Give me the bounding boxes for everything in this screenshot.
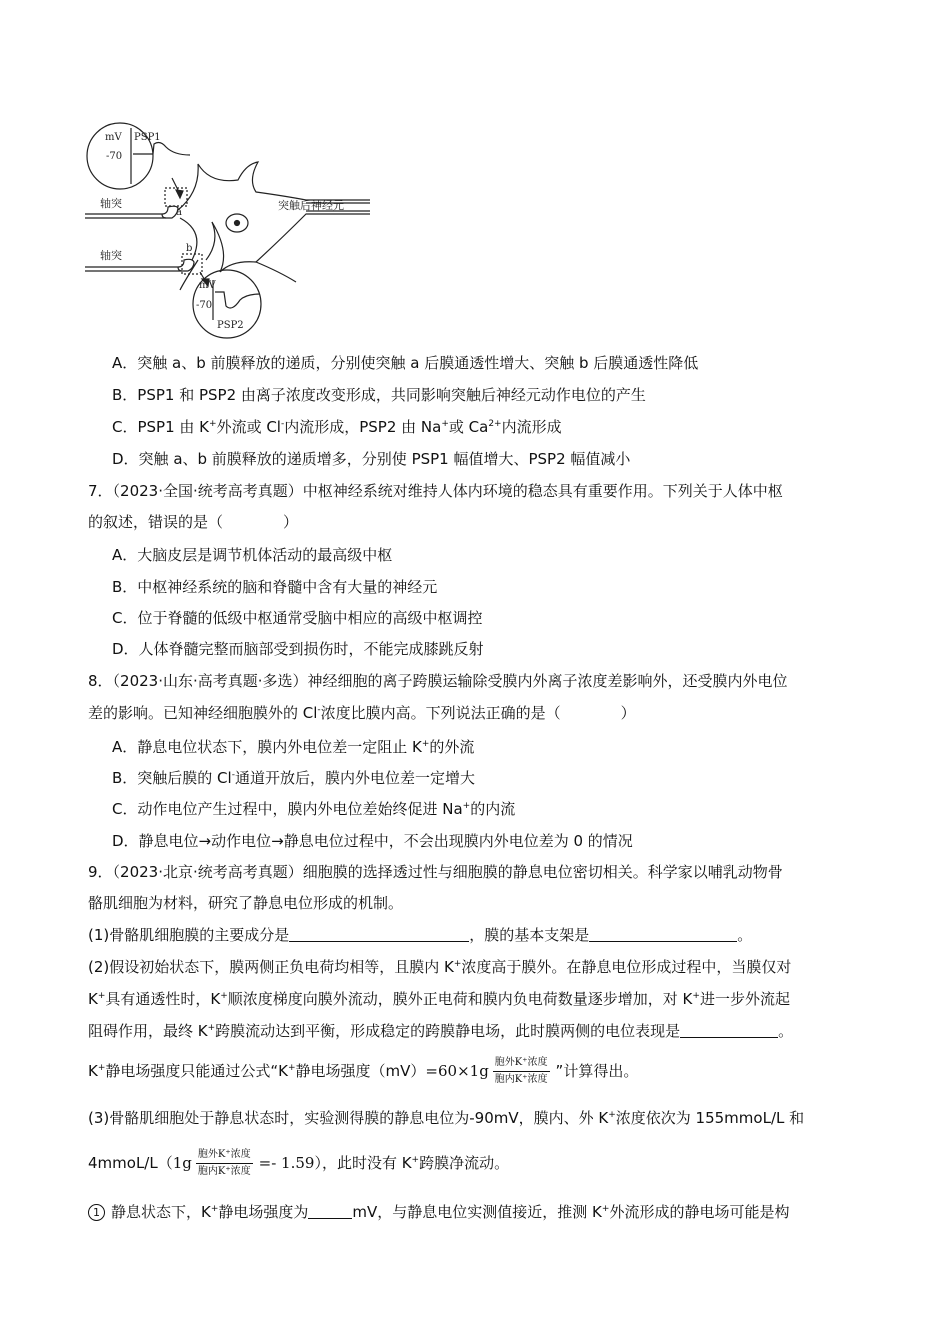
synapse-a-label: a	[176, 207, 182, 218]
answer-blank-membrane-components[interactable]	[289, 927, 469, 942]
text: 静息状态下，K	[111, 1203, 211, 1221]
psp1-unit-label: mV	[105, 132, 122, 143]
superscript: +	[97, 1063, 106, 1073]
psp2-resting-label: -70	[196, 300, 213, 311]
text: C．PSP1 由 K	[112, 418, 210, 436]
formula-value: =- 1.59	[258, 1154, 315, 1172]
q7-option-d: D．人体脊髓完整而脑部受到损伤时，不能完成膝跳反射	[112, 640, 484, 658]
text: 的内流	[470, 800, 516, 818]
answer-blank-membrane-framework[interactable]	[589, 927, 737, 942]
superscript: +	[692, 991, 700, 1001]
superscript: +	[411, 1155, 420, 1165]
q9-stem-line2: 骼肌细胞为材料，研究了静息电位形成的机制。	[88, 894, 404, 912]
synapse-b-label: b	[186, 243, 193, 254]
superscript: +	[210, 1204, 219, 1214]
formula-lhs: =60×1g	[425, 1062, 489, 1080]
formula-log: 1g	[172, 1154, 192, 1172]
superscript: -	[280, 419, 285, 429]
text: (3)骨骼肌细胞处于静息状态时，实验测得膜的静息电位为-90mV，膜内、外 K	[88, 1109, 609, 1127]
q9-part3-line2	[88, 1146, 509, 1180]
psp2-unit-label: mV	[199, 280, 216, 291]
q9-stem-line1: 9．（2023·北京·统考高考真题）细胞膜的选择透过性与细胞膜的静息电位密切相关。科学家以哺乳动物骨	[88, 863, 783, 881]
answer-blank-field-strength[interactable]	[308, 1204, 352, 1219]
q8-stem-line2	[88, 703, 636, 723]
q8-option-d: D．静息电位→动作电位→静息电位过程中，不会出现膜内外电位差为 0 的情况	[112, 832, 633, 850]
q9-part3-line1	[88, 1108, 804, 1128]
superscript: +	[209, 419, 217, 429]
text: K	[88, 1062, 98, 1080]
text: 外流形成的静电场可能是构	[609, 1203, 790, 1221]
q6-option-b: B．PSP1 和 PSP2 由离子浓度改变形成，共同影响突触后神经元动作电位的产生	[112, 386, 646, 404]
answer-blank-potential-pattern[interactable]	[680, 1023, 778, 1038]
superscript: +	[601, 1204, 610, 1214]
superscript: +	[97, 991, 106, 1001]
superscript: 2+	[488, 419, 502, 429]
text: 浓度依次为 155mmoL/L 和	[615, 1109, 805, 1127]
text: ），此时没有 K	[314, 1154, 412, 1172]
text: 进一步外流起	[699, 990, 790, 1008]
q7-stem-line2: 的叙述，错误的是（ ）	[88, 513, 299, 531]
q9-subquestion-1	[88, 1202, 789, 1222]
superscript: +	[421, 739, 430, 749]
text: A．静息电位状态下，膜内外电位差一定阻止 K	[112, 738, 422, 756]
q7-stem-line1: 7．（2023·全国·统考高考真题）中枢神经系统对维持人体内环境的稳态具有重要作用。下列关于人体中枢	[88, 482, 783, 500]
circled-number: 1	[88, 1204, 105, 1221]
text: (1)骨骼肌细胞膜的主要成分是	[88, 926, 290, 944]
superscript: -	[317, 705, 321, 715]
text: 静电场强度为	[218, 1203, 309, 1221]
text: 顺浓度梯度向膜外流动，膜外正电荷和膜内负电荷数量逐步增加，对 K	[227, 990, 693, 1008]
text: 浓度高于膜外。在静息电位形成过程中，当膜仅对	[461, 958, 792, 976]
text: ，膜的基本支架是	[469, 926, 590, 944]
q8-option-a	[112, 737, 474, 757]
q6-option-d: D．突触 a、b 前膜释放的递质增多，分别使 PSP1 幅值增大、PSP2 幅值减小	[112, 450, 631, 468]
text: 具有通透性时，K	[105, 990, 221, 1008]
superscript: +	[288, 1063, 296, 1073]
text: 跨膜净流动。	[419, 1154, 510, 1172]
text: 的外流	[429, 738, 475, 756]
text: C．动作电位产生过程中，膜内外电位差始终促进 Na	[112, 800, 463, 818]
text: mV，与静息电位实测值接近，推测 K	[352, 1203, 602, 1221]
text: 外流或 Cl	[216, 418, 281, 436]
superscript: +	[462, 801, 471, 811]
fraction-denominator: 胞内K⁺浓度	[494, 1074, 548, 1085]
superscript: -	[231, 770, 235, 780]
psp1-resting-label: -70	[106, 151, 123, 162]
text: B．突触后膜的 Cl	[112, 769, 232, 787]
q9-part2-formula-line	[88, 1054, 638, 1088]
superscript: +	[608, 1110, 616, 1120]
psp2-name-label: PSP2	[217, 320, 244, 331]
axon-b-label: 轴突	[100, 249, 122, 262]
q9-part2-line3	[88, 1021, 793, 1041]
axon-a-label: 轴突	[100, 197, 122, 210]
text: 差的影响。已知神经细胞膜外的 Cl	[88, 704, 318, 722]
q9-part1	[88, 925, 752, 945]
q8-option-b	[112, 768, 475, 788]
fraction-numerator: 胞外K⁺浓度	[493, 1055, 550, 1072]
q9-part2-line2	[88, 989, 790, 1009]
synapse-diagram	[80, 122, 370, 340]
superscript: +	[207, 1023, 216, 1033]
superscript: +	[441, 419, 449, 429]
text: K	[88, 990, 98, 1008]
psp2-trace	[215, 292, 260, 308]
text: 。	[778, 1022, 794, 1040]
formula-fraction	[493, 1055, 550, 1088]
q7-option-a: A．大脑皮层是调节机体活动的最高级中枢	[112, 546, 393, 564]
q7-option-b: B．中枢神经系统的脑和脊髓中含有大量的神经元	[112, 578, 438, 596]
text: 内流形成，PSP2 由 Na	[284, 418, 442, 436]
text: 跨膜流动达到平衡，形成稳定的跨膜静电场，此时膜两侧的电位表现是	[215, 1022, 681, 1040]
text: ”计算得出。	[555, 1062, 639, 1080]
text: 浓度比膜内高。下列说法正确的是（ ）	[320, 704, 636, 722]
q8-option-c	[112, 799, 515, 819]
postsynaptic-neuron-label: 突触后神经元	[278, 199, 344, 212]
text: (2)假设初始状态下，膜两侧正负电荷均相等，且膜内 K	[88, 958, 454, 976]
text: 4mmoL/L（	[88, 1154, 173, 1172]
fraction-numerator: 胞外K⁺浓度	[196, 1147, 253, 1164]
superscript: +	[453, 959, 462, 969]
q8-stem-line1: 8．（2023·山东·高考真题·多选）神经细胞的离子跨膜运输除受膜内外离子浓度差影响外，还受膜内外电位	[88, 672, 788, 690]
q6-option-c	[112, 417, 562, 437]
text: 或 Ca	[448, 418, 489, 436]
q9-part2-line1	[88, 957, 791, 977]
text: 静电场强度（mV）	[295, 1062, 426, 1080]
psp1-trace	[133, 143, 190, 155]
text: 通道开放后，膜内外电位差一定增大	[234, 769, 475, 787]
fraction-denominator: 胞内K⁺浓度	[197, 1166, 251, 1177]
q6-option-a: A．突触 a、b 前膜释放的递质，分别使突触 a 后膜通透性增大、突触 b 后膜通透性降低	[112, 354, 699, 372]
q7-option-c: C．位于脊髓的低级中枢通常受脑中相应的高级中枢调控	[112, 609, 483, 627]
text: 静电场强度只能通过公式“K	[105, 1062, 288, 1080]
text: 。	[737, 926, 753, 944]
superscript: +	[220, 991, 228, 1001]
text: 阻碍作用，最终 K	[88, 1022, 208, 1040]
psp1-name-label: PSP1	[134, 132, 161, 143]
formula-fraction	[196, 1147, 253, 1180]
text: 内流形成	[501, 418, 562, 436]
